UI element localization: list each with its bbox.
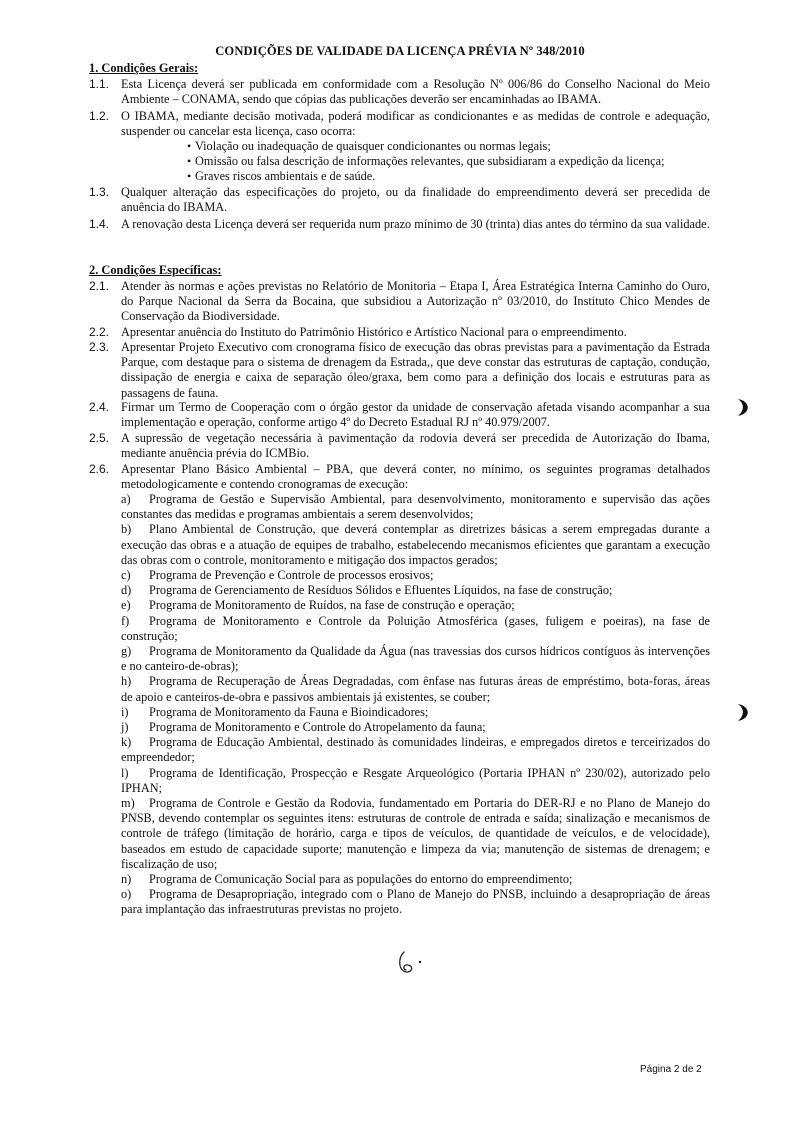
program-letter: e)	[121, 598, 131, 613]
program-item	[121, 720, 710, 735]
punch-mark-icon	[734, 395, 754, 419]
program-item	[121, 887, 710, 917]
program-letter: g)	[121, 644, 132, 659]
clause-2-2	[89, 325, 710, 340]
clause-number: 2.2.	[89, 325, 110, 339]
clause-number: 2.4.	[89, 400, 110, 414]
program-item	[121, 598, 710, 613]
program-letter: i)	[121, 704, 129, 719]
clause-2-3	[89, 340, 710, 401]
program-list	[89, 492, 710, 918]
program-text: Programa de Monitoramento da Fauna e Bioindicadores;	[149, 704, 429, 719]
document-title: CONDIÇÕES DE VALIDADE DA LICENÇA PRÉVIA Nº 348/2010	[215, 44, 585, 58]
program-item	[121, 568, 710, 583]
clause-2-1	[89, 279, 710, 325]
program-letter: k)	[121, 735, 132, 750]
bullet-item: • Violação ou inadequação de quaisquer condicionantes ou normas legais;	[89, 139, 710, 154]
program-text: Programa de Recuperação de Áreas Degradadas, com ênfase nas futuras áreas de empréstimo, bota-foras, áreas de apoio e canteiros-de-obra e passivos ambientais já existentes, se couber;	[121, 674, 710, 704]
bullet-item: • Graves riscos ambientais e de saúde.	[89, 169, 710, 184]
clause-2-4	[89, 400, 710, 430]
clause-text: Firmar um Termo de Cooperação com o órgão gestor da unidade de conservação afetada visando acompanhar a sua implementação e operação, conforme artigo 4º do Decreto Estadual RJ nº 40.979/2007.	[121, 400, 710, 430]
clause-number: 2.5.	[89, 431, 110, 445]
program-letter: d)	[121, 583, 132, 598]
clause-text: A supressão de vegetação necessária à pavimentação da rodovia deverá ser precedida de Autorização do Ibama, mediante anuência prévia do ICMBio.	[121, 431, 710, 461]
program-text: Programa de Identificação, Prospecção e Resgate Arqueológico (Portaria IPHAN nº 230/02), autorizado pelo IPHAN;	[121, 765, 710, 795]
program-item	[121, 522, 710, 568]
program-letter: c)	[121, 568, 131, 583]
program-item	[121, 583, 710, 598]
program-text: Programa de Monitoramento e Controle da Poluição Atmosférica (gases, fuligem e poeiras), na fase de construção;	[121, 613, 710, 643]
clause-number: 2.6.	[89, 462, 110, 476]
program-letter: j)	[121, 720, 129, 735]
clause-text: Apresentar Plano Básico Ambiental – PBA, que deverá conter, no mínimo, os seguintes programas detalhados metodologicamente e contendo cronogramas de execução:	[121, 462, 710, 492]
clause-1-1	[89, 77, 710, 107]
program-item	[121, 492, 710, 522]
program-letter: l)	[121, 765, 129, 780]
program-item	[121, 796, 710, 872]
bullet-item: • Omissão ou falsa descrição de informações relevantes, que subsidiaram a expedição da licença;	[89, 154, 710, 169]
clause-text: Apresentar anuência do Instituto do Patrimônio Histórico e Artístico Nacional para o empreendimento.	[121, 325, 627, 339]
program-text: Programa de Gerenciamento de Resíduos Sólidos e Efluentes Líquidos, na fase de construção;	[149, 583, 613, 598]
program-item	[121, 735, 710, 765]
clause-2-6	[89, 462, 710, 492]
clause-text: Qualquer alteração das especificações do projeto, ou da finalidade do empreendimento deverá ser precedida de anuência do IBAMA.	[121, 185, 710, 215]
program-item	[121, 766, 710, 796]
program-text: Plano Ambiental de Construção, que deverá contemplar as diretrizes básicas a serem empregadas durante a execução das obras e a atuação de equipes de trabalho, estabelecendo mecanismos eficientes que garantam a execução das obras com o controle, monitoramento e mitigação dos impactos gerados;	[121, 522, 710, 567]
program-text: Programa de Comunicação Social para as populações do entorno do empreendimento;	[149, 872, 573, 887]
clause-number: 1.2.	[89, 109, 110, 123]
clause-number: 2.3.	[89, 340, 110, 354]
page-number: Página 2 de 2	[640, 1064, 702, 1075]
program-letter: m)	[121, 796, 135, 811]
punch-mark-icon	[734, 700, 754, 724]
program-item	[121, 872, 710, 887]
clause-2-5	[89, 431, 710, 461]
program-text: Programa de Controle e Gestão da Rodovia, fundamentado em Portaria do DER-RJ e no Plano de Manejo do PNSB, devendo contemplar os seguintes itens: estruturas de controle de entrada e saída; sinalização e mecanismos de controle de tráfego (limitação de horário, carga e tipos de veículos, de quantidade de veículos, e de velocidade), baseados em estudo de capacidade suporte; manutenção e limpeza da via; manutenção de sistemas de drenagem; e fiscalização de uso;	[121, 796, 710, 871]
clause-1-3	[89, 185, 710, 215]
clause-text: Apresentar Projeto Executivo com cronograma físico de execução das obras previstas para a pavimentação da Estrada Parque, com destaque para o sistema de drenagem da Estrada,, que deve constar das estruturas de captação, condução, dissipação de energia e caixa de separação óleo/graxa, bem como para a definição dos locais e estruturas para as passagens de fauna.	[121, 340, 710, 400]
clause-1-4	[89, 217, 710, 232]
program-letter: h)	[121, 674, 132, 689]
section-heading-general: 1. Condições Gerais:	[89, 61, 199, 75]
program-text: Programa de Gestão e Supervisão Ambiental, para desenvolvimento, monitoramento e supervisão das ações constantes das medidas e programas ambientais a serem desenvolvidos;	[121, 492, 710, 522]
program-text: Programa de Educação Ambiental, destinado às comunidades lindeiras, e empregados diretos e terceirizados do empreendedor;	[121, 735, 710, 765]
clause-number: 2.1.	[89, 279, 110, 293]
program-text: Programa de Monitoramento de Ruídos, na fase de construção e operação;	[149, 598, 515, 613]
program-letter: a)	[121, 492, 131, 506]
program-item	[121, 705, 710, 720]
program-letter: n)	[121, 872, 132, 887]
program-item	[121, 644, 710, 674]
section-heading-specific: 2. Condições Específicas:	[89, 263, 222, 277]
program-item	[121, 614, 710, 644]
clause-text: O IBAMA, mediante decisão motivada, poderá modificar as condicionantes e as medidas de controle e adequação, suspender ou cancelar esta licença, caso ocorra:	[121, 109, 710, 139]
signature-initial-icon	[392, 948, 432, 980]
program-letter: f)	[121, 613, 130, 628]
program-text: Programa de Monitoramento da Qualidade da Água (nas travessias dos cursos hídricos contíguos às intervenções e no canteiro-de-obras);	[121, 644, 710, 674]
clause-1-2	[89, 109, 710, 139]
program-letter: b)	[121, 522, 132, 537]
program-item	[121, 674, 710, 704]
clause-text: Atender às normas e ações previstas no Relatório de Monitoria – Etapa I, Área Estratégica Interna Caminho do Ouro, do Parque Nacional da Serra da Bocaina, que subsidiou a Autorização nº 03/2010, do Instituto Chico Mendes de Conservação da Biodiversidade.	[121, 279, 710, 324]
program-letter: o)	[121, 887, 132, 902]
clause-text: Esta Licença deverá ser publicada em conformidade com a Resolução Nº 006/86 do Conselho Nacional do Meio Ambiente – CONAMA, sendo que cópias das publicações deverão ser encaminhadas ao IBAMA.	[121, 77, 710, 107]
clause-number: 1.1.	[89, 77, 110, 91]
program-text: Programa de Monitoramento e Controle do Atropelamento da fauna;	[149, 720, 486, 735]
clause-number: 1.4.	[89, 217, 110, 231]
program-text: Programa de Prevenção e Controle de processos erosivos;	[149, 568, 434, 583]
clause-text: A renovação desta Licença deverá ser requerida num prazo mínimo de 30 (trinta) dias antes do término da sua validade.	[121, 217, 710, 231]
clause-1-2-bullets	[89, 139, 710, 185]
program-text: Programa de Desapropriação, integrado com o Plano de Manejo do PNSB, incluindo a desapropriação de áreas para implantação das infraestruturas previstas no projeto.	[121, 887, 710, 917]
clause-number: 1.3.	[89, 185, 110, 199]
